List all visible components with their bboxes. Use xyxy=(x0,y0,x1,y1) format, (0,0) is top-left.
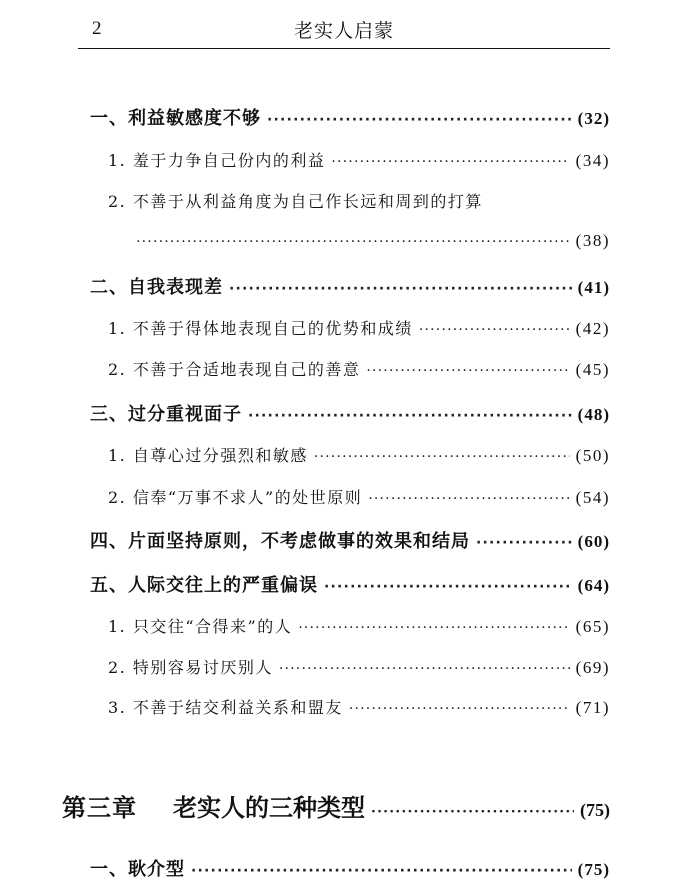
chapter-title: 老实人的三种类型 xyxy=(173,793,365,822)
toc-entry-page: (38) xyxy=(575,231,610,250)
toc-entry-subsection-1-1[interactable] xyxy=(108,148,610,171)
toc-entry-subsection-5-1[interactable] xyxy=(108,614,610,637)
toc-entry-label: 1. 自尊心过分强烈和敏感 xyxy=(108,446,308,465)
dot-leader xyxy=(371,804,574,820)
toc-entry-page: (71) xyxy=(575,698,610,717)
dot-leader xyxy=(368,491,569,507)
toc-entry-label: 2. 特别容易讨厌别人 xyxy=(108,658,273,677)
toc-entry-page: (34) xyxy=(575,151,610,170)
toc-entry-section-5[interactable] xyxy=(90,571,610,597)
toc-entry-section-2[interactable] xyxy=(90,273,610,299)
toc-entry-page: (65) xyxy=(575,617,610,636)
dot-leader xyxy=(229,281,572,297)
dot-leader xyxy=(366,363,569,379)
toc-entry-chapter-3[interactable] xyxy=(62,788,610,823)
toc-entry-section-3[interactable] xyxy=(90,400,610,426)
toc-entry-page: (45) xyxy=(575,360,610,379)
toc-entry-label: 3. 不善于结交利益关系和盟友 xyxy=(108,698,343,717)
dot-leader xyxy=(324,579,572,595)
dot-leader xyxy=(419,322,570,338)
toc-entry-page: (64) xyxy=(577,576,610,595)
toc-entry-subsection-3-2[interactable] xyxy=(108,485,610,508)
toc-entry-page: (41) xyxy=(577,278,610,297)
chapter-heading xyxy=(62,788,365,823)
toc-entry-label: 2. 信奉“万事不求人”的处世原则 xyxy=(108,488,363,507)
toc-entry-label: 一、耿介型 xyxy=(90,859,185,880)
toc-entry-page: (75) xyxy=(577,860,610,879)
toc-entry-page: (42) xyxy=(575,319,610,338)
dot-leader xyxy=(136,234,570,250)
toc-entry-label: 四、片面坚持原则，不考虑做事的效果和结局 xyxy=(90,531,470,552)
toc-entry-subsection-5-3[interactable] xyxy=(108,695,610,718)
toc-entry-subsection-5-2[interactable] xyxy=(108,655,610,678)
dot-leader xyxy=(279,661,570,677)
toc-entry-subsection-2-1[interactable] xyxy=(108,316,610,339)
toc-entry-page: (32) xyxy=(577,109,610,128)
toc-entry-label: 一、利益敏感度不够 xyxy=(90,108,261,129)
toc-entry-subsection-1-2-leader-line[interactable] xyxy=(136,231,610,251)
toc-entry-page: (75) xyxy=(580,800,610,820)
dot-leader xyxy=(191,863,572,879)
dot-leader xyxy=(267,112,572,128)
toc-entry-label: 1. 不善于得体地表现自己的优势和成绩 xyxy=(108,319,413,338)
toc-entry-page: (50) xyxy=(575,446,610,465)
dot-leader xyxy=(476,535,572,551)
toc-entry-page: (60) xyxy=(577,532,610,551)
toc-entry-label: 二、自我表现差 xyxy=(90,277,223,298)
toc-entry-label: 三、过分重视面子 xyxy=(90,404,242,425)
page-header xyxy=(78,0,610,49)
dot-leader xyxy=(349,701,570,717)
toc-entry-section-4[interactable] xyxy=(90,527,610,553)
dot-leader xyxy=(248,408,572,424)
toc-entry-page: (54) xyxy=(575,488,610,507)
toc-entry-label: 1. 只交往“合得来”的人 xyxy=(108,617,293,636)
dot-leader xyxy=(314,449,570,465)
toc-entry-label: 2. 不善于合适地表现自己的善意 xyxy=(108,360,361,379)
dot-leader xyxy=(298,620,569,636)
toc-entry-subsection-1-2-label[interactable]: 2. 不善于从利益角度为自己作长远和周到的打算 xyxy=(108,192,483,211)
toc-entry-subsection-2-2[interactable] xyxy=(108,357,610,380)
chapter-number: 第三章 xyxy=(62,793,137,822)
running-title: 老实人启蒙 xyxy=(293,20,394,42)
toc-entry-label: 1. 羞于力争自己份内的利益 xyxy=(108,151,326,170)
toc-entry-page: (69) xyxy=(575,658,610,677)
toc-entry-subsection-3-1[interactable] xyxy=(108,443,610,466)
toc-entry-page: (48) xyxy=(577,405,610,424)
toc-entry-chapter-3-section-1[interactable] xyxy=(90,855,610,881)
page-number: 2 xyxy=(92,18,102,39)
toc-entry-label: 五、人际交往上的严重偏误 xyxy=(90,575,318,596)
dot-leader xyxy=(331,154,569,170)
toc-entry-section-1[interactable] xyxy=(90,104,610,130)
